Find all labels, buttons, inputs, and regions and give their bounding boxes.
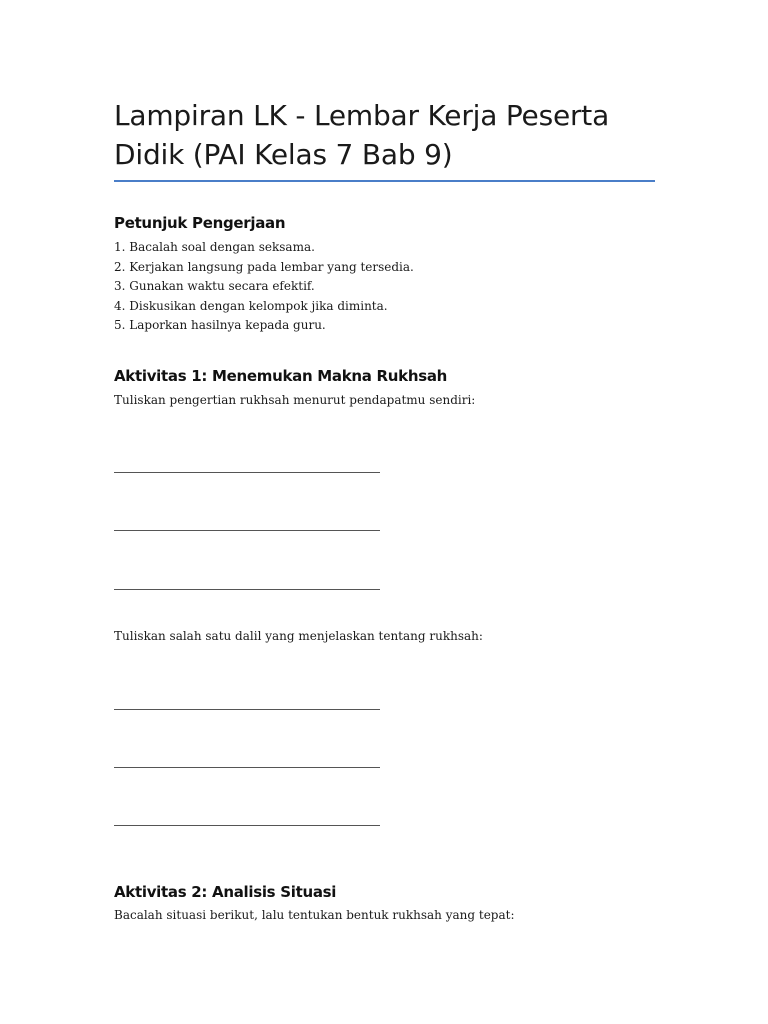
document-title: Lampiran LK - Lembar Kerja Peserta Didik (PAI Kelas 7 Bab 9) (114, 99, 610, 171)
activity2-prompt: Bacalah situasi berikut, lalu tentukan bentuk rukhsah yang tepat: (114, 908, 515, 922)
activity1-heading: Aktivitas 1: Menemukan Makna Rukhsah (114, 367, 448, 385)
instructions-list (114, 238, 414, 336)
instruction-step: 3. Gunakan waktu secara efektif. (114, 279, 315, 293)
instruction-step: 1. Bacalah soal dengan seksama. (114, 240, 315, 254)
instruction-step: 5. Laporkan hasilnya kepada guru. (114, 318, 326, 332)
answer-line[interactable] (114, 589, 380, 590)
answer-line[interactable] (114, 472, 380, 473)
answer-line[interactable] (114, 530, 380, 531)
instructions-heading: Petunjuk Pengerjaan (114, 214, 286, 232)
answer-line[interactable] (114, 825, 380, 826)
activity1-prompt-definition: Tuliskan pengertian rukhsah menurut pendapatmu sendiri: (114, 393, 476, 407)
instruction-step: 4. Diskusikan dengan kelompok jika diminta. (114, 298, 388, 313)
answer-line[interactable] (114, 767, 380, 768)
answer-line[interactable] (114, 709, 380, 710)
instruction-step: 2. Kerjakan langsung pada lembar yang tersedia. (114, 259, 414, 274)
title-divider (114, 180, 655, 182)
activity1-prompt-dalil: Tuliskan salah satu dalil yang menjelaskan tentang rukhsah: (114, 629, 483, 643)
activity2-heading: Aktivitas 2: Analisis Situasi (114, 883, 337, 901)
